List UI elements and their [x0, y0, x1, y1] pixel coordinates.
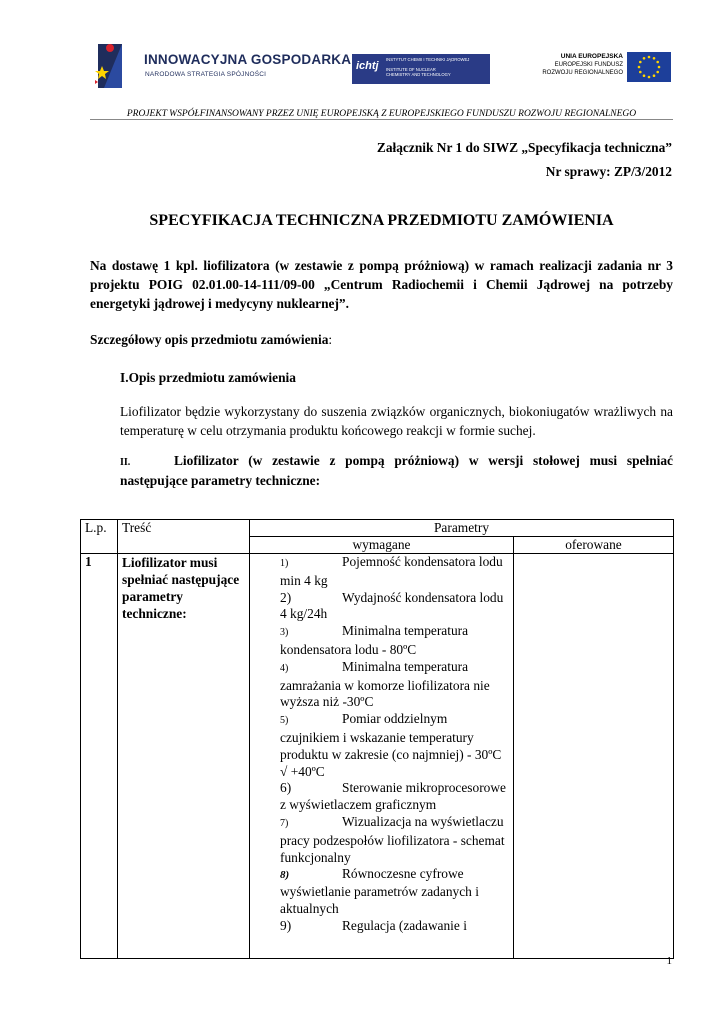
param-item-3: [280, 623, 509, 659]
row-tresc: Liofilizator musi spełniać następujące parametry techniczne:: [118, 554, 250, 959]
col-tresc: Treść: [118, 520, 250, 554]
intro-paragraph: Na dostawę 1 kpl. liofilizatora (w zestawie z pompą próżniową) w ramach realizacji zadania nr 3 projektu POIG 02.01.00-14-111/09-00 „Centrum Radiochemii i Chemii Jądrowej na potrzeby energetyki jądrowej i medycyny nuklearnej”.: [90, 258, 673, 311]
row-lp: 1: [81, 554, 118, 959]
ichtj-mark: ichtj: [356, 60, 379, 72]
innowacyjna-gospodarka-logo: [92, 40, 352, 92]
param-item-6: [280, 780, 509, 814]
attachment-label: Załącznik Nr 1 do SIWZ „Specyfikacja techniczna”: [376, 140, 672, 155]
ichtj-name-en: [386, 67, 451, 77]
eu-logo-fund-1: EUROPEJSKI FUNDUSZ: [554, 62, 623, 68]
param-text: Pojemność kondensatora lodu min 4 kg: [280, 554, 503, 588]
param-text: Minimalna temperatura kondensatora lodu - 80ºC: [280, 623, 469, 657]
ichtj-name-en-1: INSTITUTE OF NUCLEAR: [386, 67, 436, 72]
param-num: 8): [280, 869, 290, 882]
eu-logo-title: UNIA EUROPEJSKA: [560, 53, 623, 60]
section-1-text: Liofilizator będzie wykorzystany do suszenia związków organicznych, biokoniugatów wrażliwych na temperaturę w celu otrzymania produktu końcowego reakcji w formie suchej.: [120, 404, 673, 438]
ichtj-logo: [352, 54, 490, 84]
section-2-number: II.: [120, 457, 131, 468]
innowacyjna-gospodarka-emblem-icon: [92, 40, 140, 92]
param-text: Pomiar oddzielnym czujnikiem i wskazanie temperatury produktu w zakresie (co najmniej) - 30ºC √ +40ºC: [280, 711, 502, 779]
param-item-7: [280, 814, 509, 866]
col-wymagane: wymagane: [250, 537, 514, 554]
offered-params-cell: [514, 554, 674, 959]
col-lp: L.p.: [81, 520, 118, 554]
page-title: SPECYFIKACJA TECHNICZNA PRZEDMIOTU ZAMÓWIENIA: [149, 212, 614, 229]
table-row: [81, 554, 674, 959]
param-text: Równoczesne cyfrowe wyświetlanie parametrów zadanych i aktualnych: [280, 866, 479, 916]
case-number: Nr sprawy: ZP/3/2012: [545, 164, 672, 179]
ig-title: INNOWACYJNA GOSPODARKA: [144, 52, 352, 67]
param-num: 3): [280, 627, 289, 639]
section-1-title: Opis przedmiotu zamówienia: [128, 370, 296, 385]
eu-logo: [527, 44, 677, 88]
spec-table-wrapper: [80, 519, 674, 959]
param-text: Minimalna temperatura zamrażania w komorze liofilizatora nie wyższa niż -30ºC: [280, 658, 490, 710]
param-num: 4): [280, 662, 289, 674]
param-text: Wydajność kondensatora lodu 4 kg/24h: [280, 589, 504, 622]
param-num: 1): [280, 558, 289, 569]
section-1-heading: [120, 370, 296, 386]
param-num: 6): [280, 780, 292, 796]
detail-heading: [90, 332, 332, 348]
ichtj-name-en-2: CHEMISTRY AND TECHNOLOGY: [386, 72, 451, 77]
param-item-5: [280, 711, 509, 780]
col-oferowane: oferowane: [514, 537, 674, 554]
col-parametry: Parametry: [250, 520, 674, 537]
param-num: 7): [280, 817, 289, 829]
section-1-number: I.: [120, 370, 129, 385]
param-num: 9): [280, 917, 292, 933]
eu-flag-icon: [627, 52, 671, 82]
param-item-1: [280, 554, 509, 590]
param-item-4: [280, 659, 509, 711]
header-divider: [90, 119, 673, 120]
param-text: Sterowanie mikroprocesorowe z wyświetlaczem graficznym: [280, 780, 506, 813]
param-item-2: [280, 590, 509, 624]
eu-logo-fund-2: ROZWOJU REGIONALNEGO: [542, 69, 623, 76]
eu-stars-icon: [627, 52, 671, 82]
required-params-cell: [250, 554, 514, 959]
param-text: Regulacja (zadawanie i: [342, 917, 467, 933]
ichtj-name-pl: INSTYTUT CHEMII I TECHNIKI JĄDROWEJ: [386, 57, 470, 62]
page-number: 1: [666, 955, 672, 967]
param-item-9: [280, 918, 509, 935]
detail-heading-colon: :: [328, 332, 333, 347]
table-header-row: [81, 520, 674, 537]
param-num: 5): [280, 715, 289, 727]
spec-table: [80, 519, 674, 959]
ig-subtitle: NARODOWA STRATEGIA SPÓJNOŚCI: [145, 71, 267, 78]
section-2-heading: [120, 452, 673, 490]
eu-logo-fund: [527, 62, 623, 77]
cofinancing-note: PROJEKT WSPÓŁFINANSOWANY PRZEZ UNIĘ EUROPEJSKĄ Z EUROPEJSKIEGO FUNDUSZU ROZWOJU REGIONALNEGO: [126, 109, 637, 119]
section-2-text: Liofilizator (w zestawie z pompą próżniową) w wersji stołowej musi spełniać następujące parametry techniczne:: [120, 453, 673, 488]
param-num: 2): [280, 589, 292, 605]
param-item-8: [280, 866, 509, 917]
param-text: Wizualizacja na wyświetlaczu pracy podzespołów liofilizatora - schemat funkcjonalny: [280, 813, 505, 865]
detail-heading-text: Szczegółowy opis przedmiotu zamówienia: [90, 332, 329, 347]
